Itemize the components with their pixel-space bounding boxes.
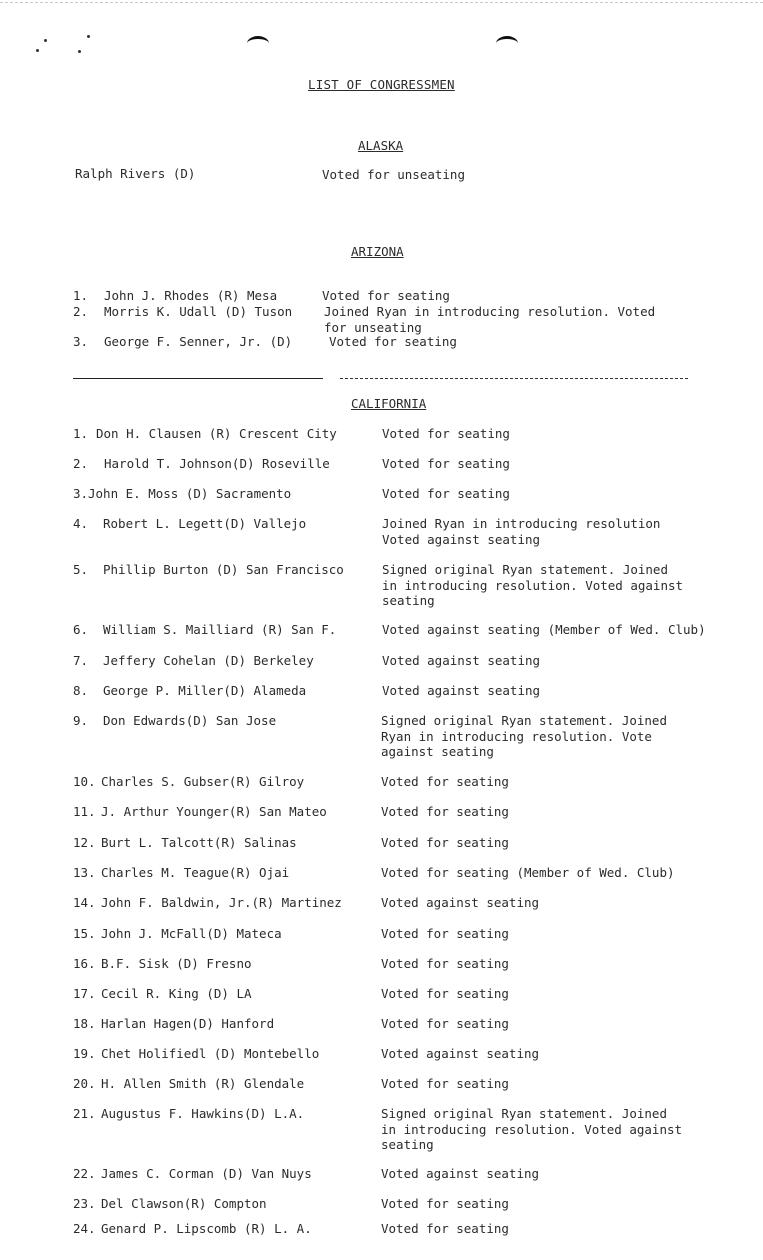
congressman-name: George P. Miller(D) Alameda [103,683,307,698]
vote-record: Voted for seating [381,835,509,850]
entry-number: 4. [73,516,89,531]
vote-record: Voted for seating (Member of Wed. Club) [381,865,675,880]
congressman-name: Chet Holifiedl (D) Montebello [101,1046,320,1061]
vote-record: Voted for seating [382,456,510,471]
entry-number: 2. [73,304,89,319]
entry-number: 6. [73,622,89,637]
congressman-name: Don H. Clausen (R) Crescent City [96,426,337,441]
vote-record: Voted for seating [381,986,509,1001]
vote-record: Voted for seating [381,1196,509,1211]
vote-record: Voted for seating [381,774,509,789]
entry-number: 8. [73,683,89,698]
section-divider [73,378,323,379]
scan-speck [44,39,47,42]
scan-speck [78,50,81,53]
vote-record: Voted for unseating [322,167,465,182]
section-heading-california: CALIFORNIA [351,396,427,411]
entry-number: 1. [73,288,89,303]
congressman-name: Del Clawson(R) Compton [101,1196,267,1211]
page-top-perforation [0,2,763,3]
congressman-name: John J. McFall(D) Mateca [101,926,282,941]
binder-hole-mark [496,36,518,51]
entry-number: 23. [73,1196,96,1211]
entry-number: 14. [73,895,96,910]
entry-number: 13. [73,865,96,880]
vote-record: Voted against seating [381,895,540,910]
congressman-name: Burt L. Talcott(R) Salinas [101,835,297,850]
congressman-name: John F. Baldwin, Jr.(R) Martinez [101,895,342,910]
vote-record: Voted against seating [381,1166,540,1181]
congressman-name: Robert L. Legett(D) Vallejo [103,516,307,531]
congressman-name: John J. Rhodes (R) Mesa [104,288,278,303]
document-title: LIST OF CONGRESSMEN [308,77,455,92]
congressman-name: Phillip Burton (D) San Francisco [103,562,344,577]
vote-record: Voted against seating [381,1046,540,1061]
congressman-name: Augustus F. Hawkins(D) L.A. [101,1106,305,1121]
binder-hole-mark [247,36,269,51]
congressman-name: James C. Corman (D) Van Nuys [101,1166,312,1181]
congressman-name: J. Arthur Younger(R) San Mateo [101,804,327,819]
entry-number: 19. [73,1046,96,1061]
congressman-name: William S. Mailliard (R) San F. [103,622,337,637]
entry-number: 10. [73,774,96,789]
entry-number: 22. [73,1166,96,1181]
vote-record: Voted against seating (Member of Wed. Club) [382,622,706,637]
vote-record: Voted against seating [382,683,541,698]
congressman-name: Jeffery Cohelan (D) Berkeley [103,653,314,668]
section-heading-alaska: ALASKA [358,138,404,153]
vote-record: Voted for seating [381,926,509,941]
vote-record: Voted for seating [382,486,510,501]
section-heading-arizona: ARIZONA [351,244,404,259]
congressman-name: Don Edwards(D) San Jose [103,713,277,728]
congressman-name: Charles M. Teague(R) Ojai [101,865,290,880]
congressman-name: John E. Moss (D) Sacramento [88,486,292,501]
congressman-name: B.F. Sisk (D) Fresno [101,956,252,971]
congressman-name: Genard P. Lipscomb (R) L. A. [101,1221,312,1236]
entry-number: 3. [73,486,89,501]
congressman-name: Charles S. Gubser(R) Gilroy [101,774,305,789]
entry-number: 1. [73,426,89,441]
congressman-name: Harold T. Johnson(D) Roseville [104,456,330,471]
vote-record: Signed original Ryan statement. Joined Ryan in introducing resolution. Vote against seating [381,713,667,759]
entry-number: 9. [73,713,89,728]
vote-record: Voted for seating [381,1221,509,1236]
entry-number: 24. [73,1221,96,1236]
entry-number: 21. [73,1106,96,1121]
vote-record: Voted for seating [381,956,509,971]
entry-number: 17. [73,986,96,1001]
congressman-name: Harlan Hagen(D) Hanford [101,1016,275,1031]
vote-record: Voted for seating [329,334,457,349]
vote-record: Voted for seating [381,804,509,819]
scan-speck [87,35,90,38]
congressman-name: Ralph Rivers (D) [75,166,196,181]
vote-record: Signed original Ryan statement. Joined in introducing resolution. Voted against seating [381,1106,683,1152]
entry-number: 20. [73,1076,96,1091]
entry-number: 3. [73,334,89,349]
entry-number: 15. [73,926,96,941]
vote-record: Voted for seating [382,426,510,441]
vote-record: Joined Ryan in introducing resolution Voted against seating [382,516,661,547]
vote-record: Voted against seating [382,653,541,668]
scan-speck [36,49,39,52]
vote-record: Voted for seating [322,288,450,303]
congressman-name: George F. Senner, Jr. (D) [104,334,293,349]
entry-number: 5. [73,562,89,577]
vote-record: Voted for seating [381,1076,509,1091]
vote-record: Joined Ryan in introducing resolution. Voted for unseating [324,304,656,335]
entry-number: 2. [73,456,89,471]
congressman-name: Cecil R. King (D) LA [101,986,252,1001]
vote-record: Voted for seating [381,1016,509,1031]
entry-number: 7. [73,653,89,668]
entry-number: 18. [73,1016,96,1031]
entry-number: 16. [73,956,96,971]
section-divider [340,378,688,379]
congressman-name: H. Allen Smith (R) Glendale [101,1076,305,1091]
congressman-name: Morris K. Udall (D) Tuson [104,304,293,319]
entry-number: 11. [73,804,96,819]
entry-number: 12. [73,835,96,850]
vote-record: Signed original Ryan statement. Joined in introducing resolution. Voted against seating [382,562,684,608]
